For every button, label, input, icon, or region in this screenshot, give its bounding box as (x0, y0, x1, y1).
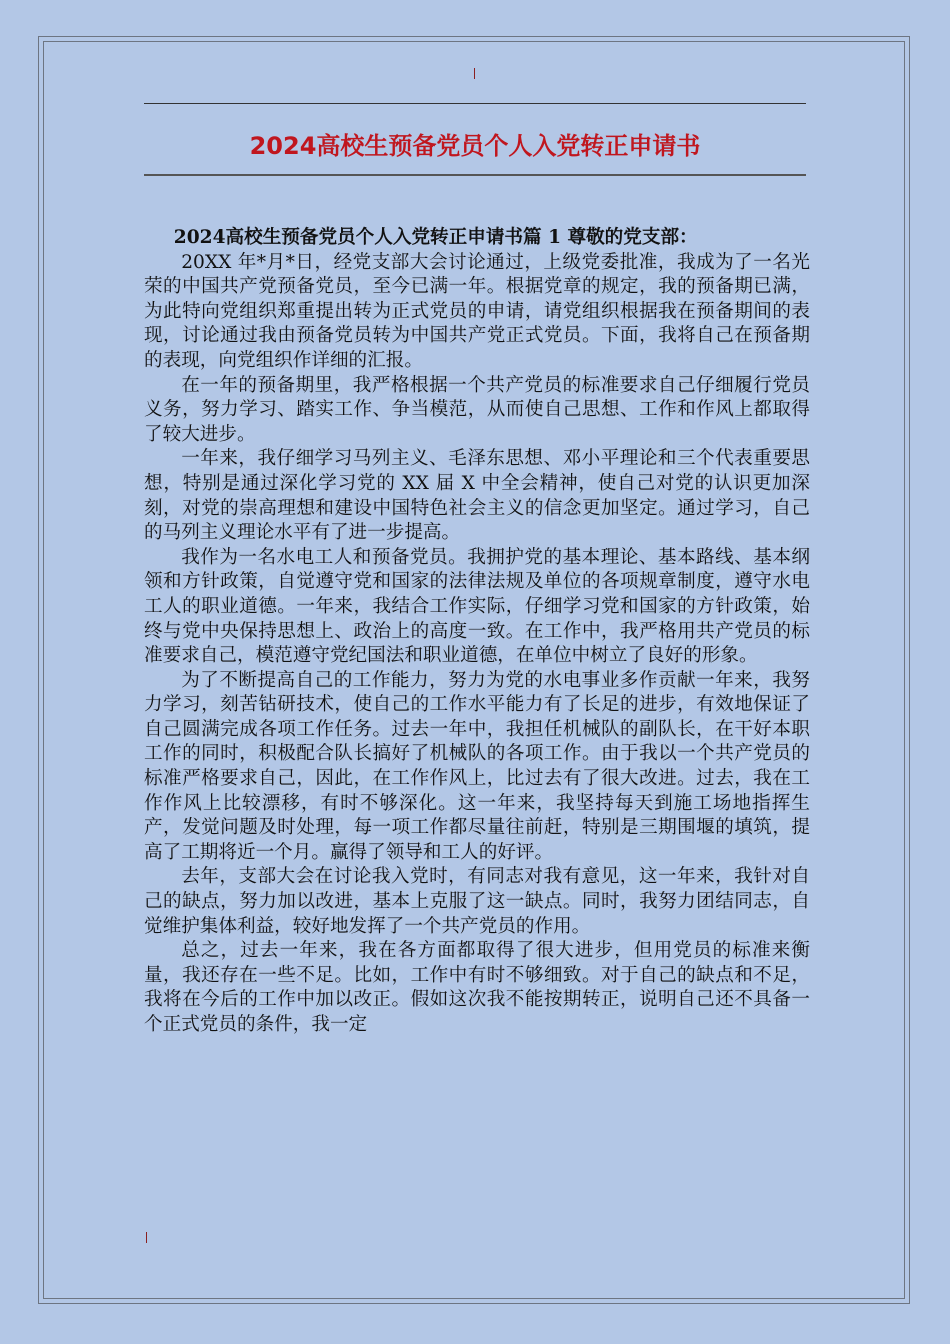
paragraph-heading: 2024高校生预备党员个人入党转正申请书篇 1 尊敬的党支部： (173, 227, 698, 248)
title-rule (144, 174, 806, 176)
paragraph: 20XX 年*月*日，经党支部大会讨论通过，上级党委批准，我成为了一名光荣的中国共产党预备党员，至今已满一年。根据党章的规定，我的预备期已满，为此特向党组织郑重提出转为正式党员的申请，请党组织根据我在预备期间的表现，讨论通过我由预备党员转为中国共产党正式党员。下面，我将自己在预备期的表现，向党组织作详细的汇报。 (144, 251, 810, 371)
paragraph: 总之，过去一年来，我在各方面都取得了很大进步，但用党员的标准来衡量，我还存在一些不足。比如，工作中有时不够细致。对于自己的缺点和不足，我将在今后的工作中加以改正。假如这次我不能按期转正，说明自己还不具备一个正式党员的条件，我一定 (144, 940, 810, 1035)
paragraph: 为了不断提高自己的工作能力，努力为党的水电事业多作贡献一年来，我努力学习，刻苦钻研技术，使自己的工作水平能力有了长足的进步，有效地保证了自己圆满完成各项工作任务。过去一年中，我担任机械队的副队长，在干好本职工作的同时，积极配合队长搞好了机械队的各项工作。由于我以一个共产党员的标准严格要求自己，因此，在工作作风上，比过去有了很大改进。过去，我在工作作风上比较漂移，有时不够深化。这一年来，我坚持每天到施工场地指挥生产，发觉问题及时处理，每一项工作都尽量往前赶，特别是三期围堰的填筑，提高了工期将近一个月。赢得了领导和工人的好评。 (144, 669, 810, 863)
paragraph: 去年，支部大会在讨论我入党时，有同志对我有意见，这一年来，我针对自己的缺点，努力加以改进，基本上克服了这一缺点。同时，我努力团结同志，自觉维护集体利益，较好地发挥了一个共产党员的作用。 (144, 866, 810, 937)
header-rule (144, 103, 806, 104)
paragraph: 一年来，我仔细学习马列主义、毛泽东思想、邓小平理论和三个代表重要思想，特别是通过深化学习党的 XX 届 X 中全会精神，使自己对党的认识更加深刻，对党的崇高理想和建设中国特色社会主义的信念更加坚定。通过学习，自己的马列主义理论水平有了进一步提高。 (144, 448, 810, 544)
document-title: 2024高校生预备党员个人入党转正申请书 (249, 132, 701, 160)
paragraph: 在一年的预备期里，我严格根据一个共产党员的标准要求自己仔细履行党员义务，努力学习、踏实工作、争当模范，从而使自己思想、工作和作风上都取得了较大进步。 (144, 374, 810, 445)
paragraph: 我作为一名水电工人和预备党员。我拥护党的基本理论、基本路线、基本纲领和方针政策，自觉遵守党和国家的法律法规及单位的各项规章制度，遵守水电工人的职业道德。一年来，我结合工作实际，仔细学习党和国家的方针政策，始终与党中央保持思想上、政治上的高度一致。在工作中，我严格用共产党员的标准要求自己，模范遵守党纪国法和职业道德，在单位中树立了良好的形象。 (144, 546, 810, 667)
document-body (144, 226, 810, 1038)
footer-cursor-mark (146, 1232, 147, 1243)
header-cursor-mark (474, 68, 475, 79)
